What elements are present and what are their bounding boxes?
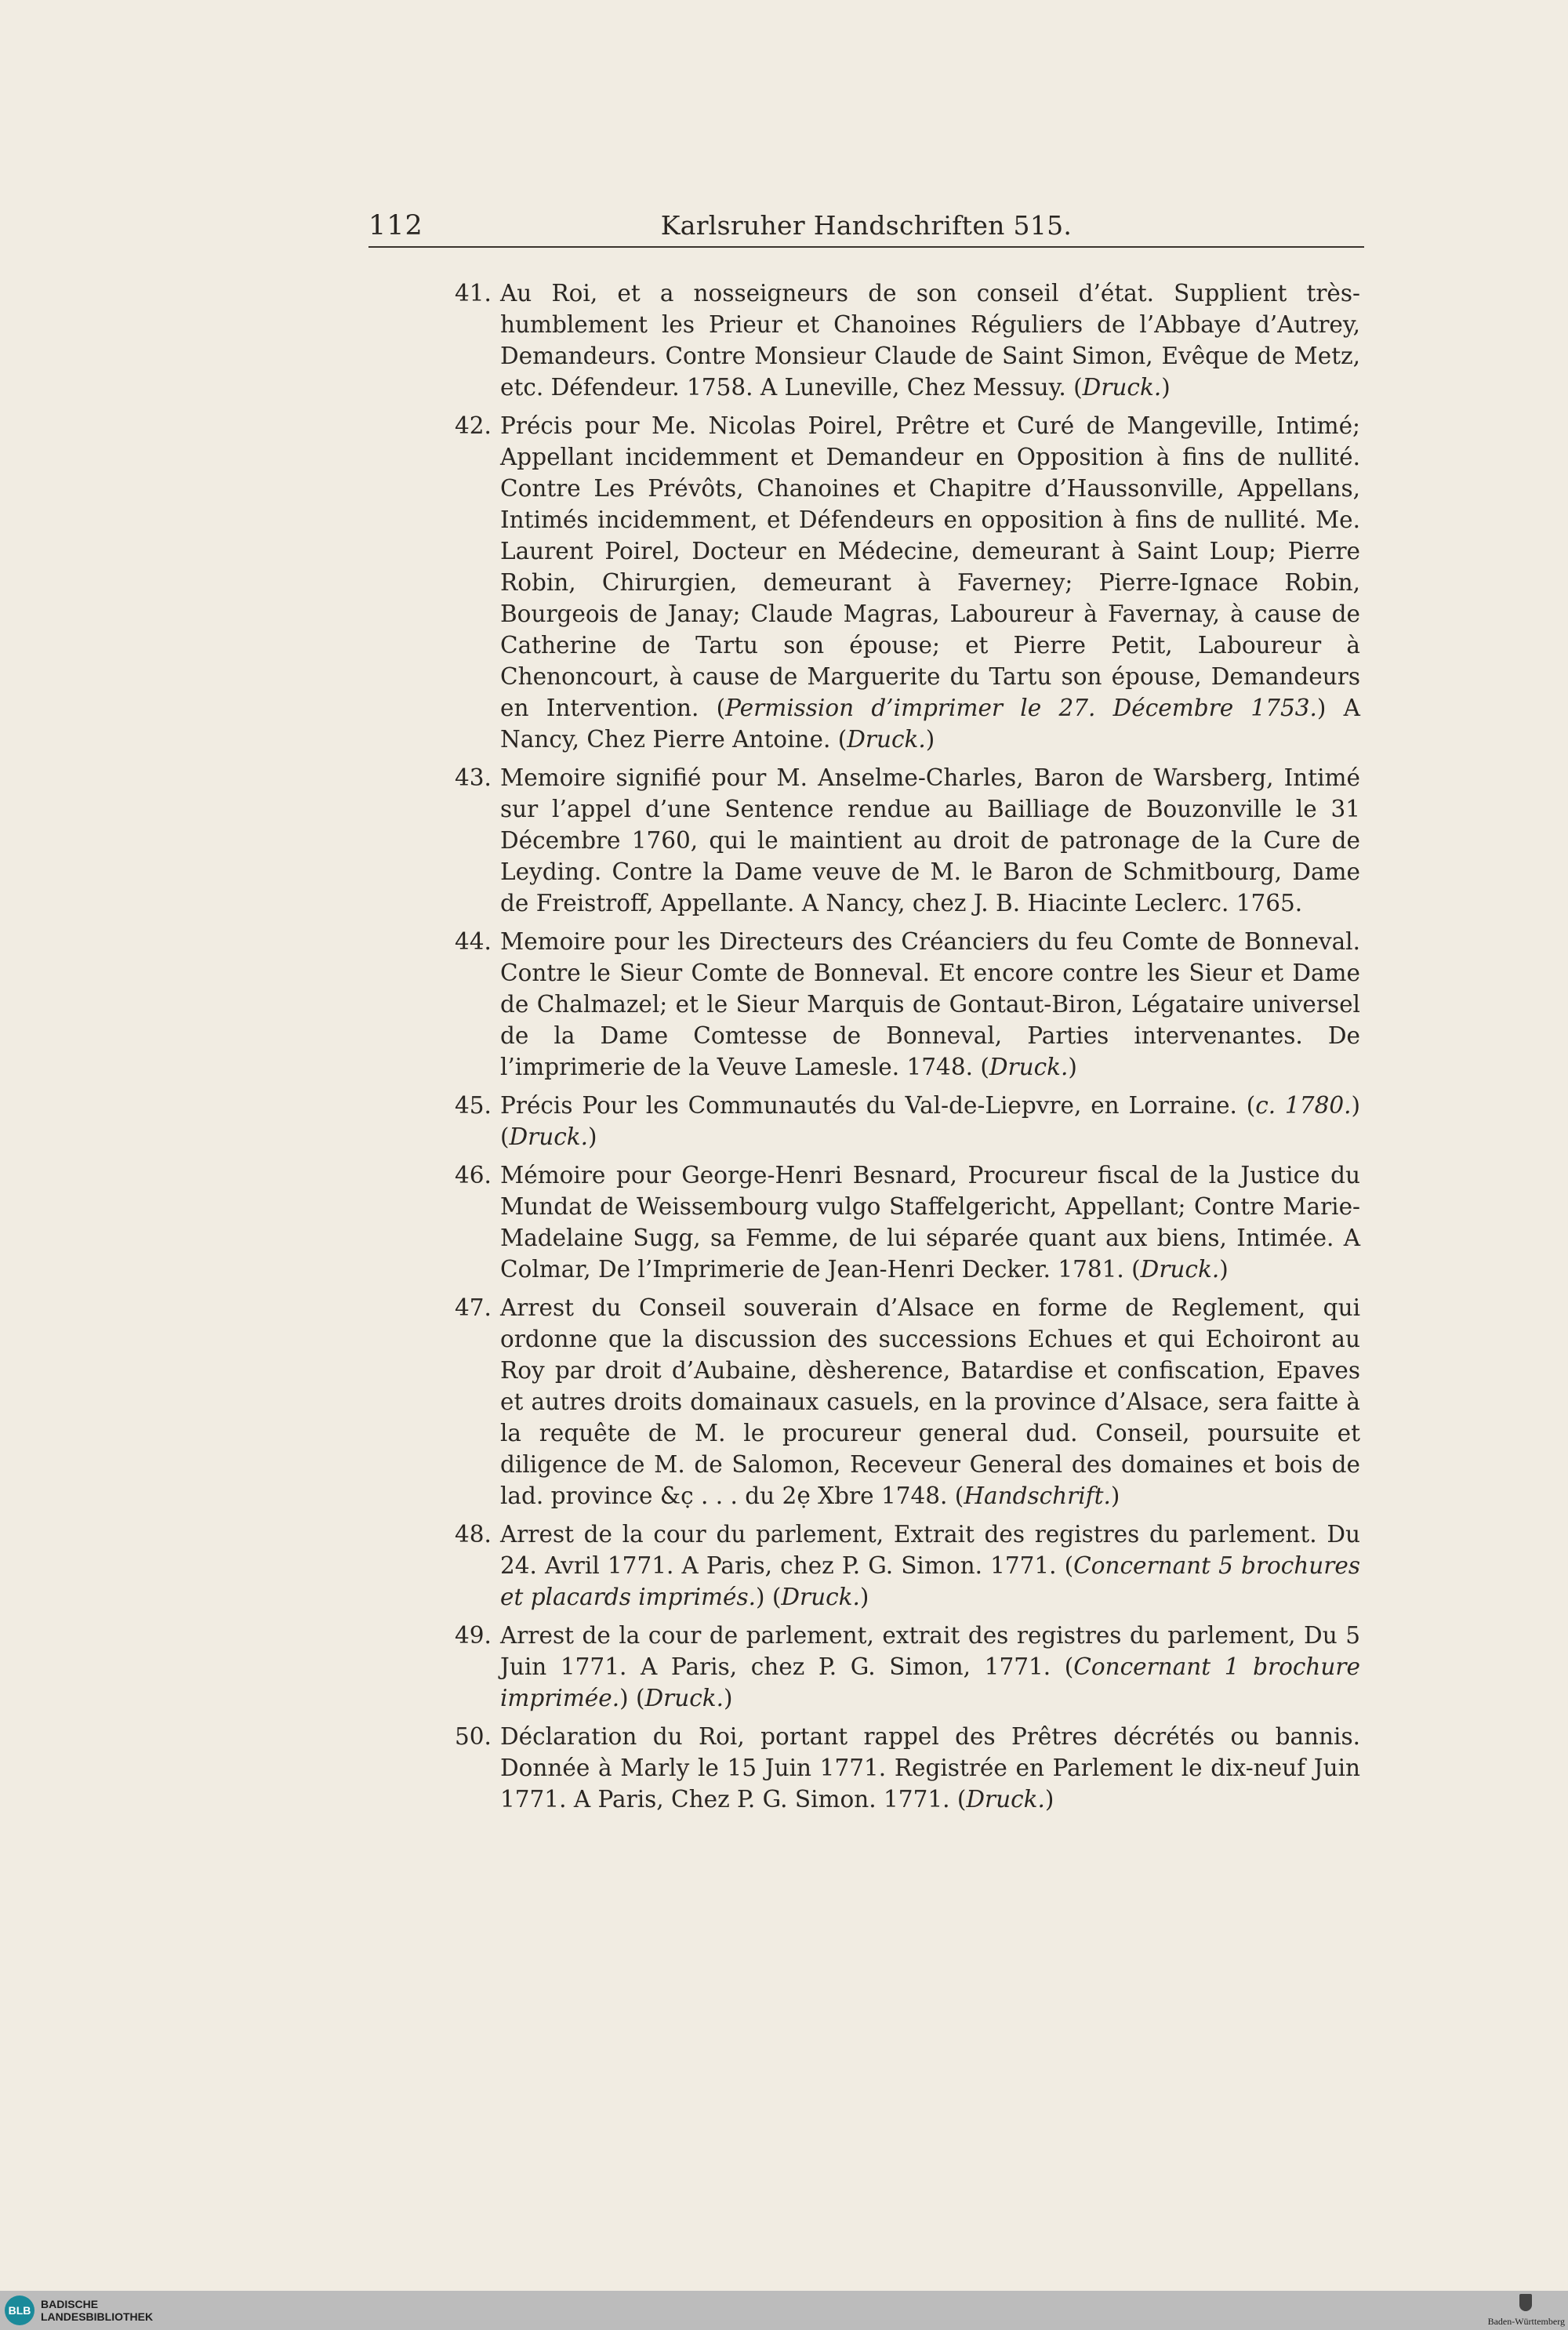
entry-italic-note: Druck. (1082, 374, 1162, 401)
entry-italic-note: Druck. (644, 1685, 724, 1711)
entry-text-segment: ) (1044, 1786, 1054, 1813)
entry-text (500, 928, 1360, 1080)
page-number: 112 (368, 210, 423, 241)
catalog-entry (455, 762, 1360, 919)
running-title: Karlsruher Handschriften 515. (660, 210, 1073, 241)
entry-text-segment: ) (1068, 1054, 1077, 1080)
entry-text-segment: Arrest de la cour de parlement, extrait des registres du parlement, Du 5 Juin 1771. A Paris, chez P. G. Simon, 1771. ( (500, 1622, 1360, 1680)
catalog-entries (455, 278, 1360, 1822)
entry-text (500, 1622, 1360, 1711)
entry-italic-note: Handschrift. (964, 1483, 1111, 1509)
entry-text-segment: Mémoire pour George-Henri Besnard, Procureur fiscal de la Justice du Mundat de Weissembourg vulgo Staffelgericht, Appellant; Contre Marie-Madelaine Sugg, sa Femme, de lui séparée quant aux biens, Intimée. A Colmar, De l’Imprimerie de Jean-Henri Decker. 1781. ( (500, 1162, 1360, 1283)
catalog-entry (455, 1519, 1360, 1613)
entry-italic-note: Concernant 1 brochure imprimée. (500, 1653, 1360, 1711)
entry-number: 49. (455, 1622, 492, 1649)
catalog-entry (455, 410, 1360, 755)
entry-text-segment: ) (1110, 1483, 1120, 1509)
library-name-line1: BADISCHE (41, 2298, 99, 2310)
entry-italic-note: Druck. (509, 1123, 589, 1150)
entry-italic-note: Druck. (1140, 1256, 1220, 1283)
entry-text (500, 280, 1360, 401)
entry-text (500, 1294, 1360, 1509)
entry-text (500, 1092, 1360, 1150)
catalog-entry (455, 1160, 1360, 1285)
page-header (368, 210, 1364, 248)
entry-number: 47. (455, 1294, 492, 1321)
entry-number: 50. (455, 1723, 492, 1750)
entry-text-segment: Arrest de la cour du parlement, Extrait des registres du parlement. Du 24. Avril 1771. A Paris, chez P. G. Simon. 1771. ( (500, 1521, 1360, 1579)
entry-italic-note: Druck. (989, 1054, 1069, 1080)
entry-italic-note: Permission d’imprimer le 27. Décembre 1753. (725, 695, 1317, 721)
catalog-entry (455, 1721, 1360, 1815)
entry-text (500, 1521, 1360, 1610)
entry-text (500, 1723, 1360, 1813)
entry-number: 43. (455, 764, 492, 791)
catalog-entry (455, 1620, 1360, 1714)
entry-text-segment: Au Roi, et a nosseigneurs de son conseil d’état. Supplient très-humblement les Prieur et Chanoines Réguliers de l’Abbaye d’Autrey, Demandeurs. Contre Monsieur Claude de Saint Simon, Evêque de Metz, etc. Défendeur. 1758. A Luneville, Chez Messuy. ( (500, 280, 1360, 401)
catalog-entry (455, 1090, 1360, 1152)
entry-text-segment: Memoire pour les Directeurs des Créanciers du feu Comte de Bonneval. Contre le Sieur Comte de Bonneval. Et encore contre les Sieur et Dame de Chalmazel; et le Sieur Marquis de Gontaut-Biron, Légataire universel de la Dame Comtesse de Bonneval, Parties intervenantes. De l’imprimerie de la Veuve Lamesle. 1748. ( (500, 928, 1360, 1080)
entry-number: 46. (455, 1162, 492, 1189)
state-name: Baden-Württemberg (1487, 2316, 1565, 2327)
entry-text-segment: Déclaration du Roi, portant rappel des Prêtres décrétés ou bannis. Donnée à Marly le 15 Juin 1771. Registrée en Parlement le dix-neuf Juin 1771. A Paris, Chez P. G. Simon. 1771. ( (500, 1723, 1360, 1813)
entry-number: 48. (455, 1521, 492, 1548)
entry-text-segment: ) (588, 1123, 597, 1150)
entry-italic-note: Druck. (781, 1584, 860, 1610)
entry-text-segment: ) ( (755, 1584, 782, 1610)
header-rule (368, 246, 1364, 248)
entry-text (500, 412, 1360, 753)
catalog-entry (455, 1292, 1360, 1512)
catalog-entry (455, 926, 1360, 1083)
entry-text-segment: Précis Pour les Communautés du Val-de-Liepvre, en Lorraine. ( (500, 1092, 1256, 1119)
entry-text-segment: Arrest du Conseil souverain d’Alsace en forme de Reglement, qui ordonne que la discussion des successions Echues et qui Echoiront au Roy par droit d’Aubaine, dèsherence, Batardise et confiscation, Epaves et autres droits domainaux casuels, en la province d’Alsace, sera faitte à la requête de M. le procureur general dud. Conseil, poursuite et diligence de M. de Salomon, Receveur General des domaines et bois de lad. province &c̣ . . . du 2ẹ Xbre 1748. ( (500, 1294, 1360, 1509)
entry-text-segment: ) A Nancy, Chez Pierre Antoine. ( (500, 695, 1360, 753)
entry-text-segment: Précis pour Me. Nicolas Poirel, Prêtre et Curé de Mangeville, Intimé; Appellant incidemment et Demandeur en Opposition à fins de nullité. Contre Les Prévôts, Chanoines et Chapitre d’Haussonville, Appellans, Intimés incidemment, et Défendeurs en opposition à fins de nullité. Me. Laurent Poirel, Docteur en Médecine, demeurant à Saint Loup; Pierre Robin, Chirurgien, demeurant à Faverney; Pierre-Ignace Robin, Bourgeois de Janay; Claude Magras, Laboureur à Favernay, à cause de Catherine de Tartu son épouse; et Pierre Petit, Laboureur à Chenoncourt, à cause de Marguerite du Tartu son épouse, Demandeurs en Intervention. ( (500, 412, 1360, 721)
library-name (41, 2298, 245, 2323)
footer-bar (0, 2291, 1568, 2330)
entry-number: 44. (455, 928, 492, 955)
entry-italic-note: Concernant 5 brochures et placards imprimés. (500, 1552, 1361, 1610)
entry-number: 41. (455, 280, 492, 307)
entry-italic-note: Druck. (966, 1786, 1045, 1813)
entry-text-segment: ) ( (500, 1092, 1360, 1150)
entry-text (500, 764, 1360, 916)
entry-text-segment: ) (1161, 374, 1171, 401)
entry-text-segment: ) ( (619, 1685, 645, 1711)
entry-italic-note: Druck. (847, 726, 926, 753)
entry-text (500, 1162, 1360, 1283)
entry-text-segment: ) (859, 1584, 869, 1610)
blb-logo-icon[interactable]: BLB (5, 2296, 34, 2325)
entry-number: 42. (455, 412, 492, 439)
state-emblem-icon (1519, 2294, 1532, 2311)
entry-text-segment: Memoire signifié pour M. Anselme-Charles, Baron de Warsberg, Intimé sur l’appel d’une Sentence rendue au Bailliage de Bouzonville le 31 Décembre 1760, qui le maintient au droit de patronage de la Cure de Leyding. Contre la Dame veuve de M. le Baron de Schmitbourg, Dame de Freistroff, Appellante. A Nancy, chez J. B. Hiacinte Leclerc. 1765. (500, 764, 1360, 916)
entry-text-segment: ) (1219, 1256, 1229, 1283)
catalog-entry (455, 278, 1360, 403)
entry-italic-note: c. 1780. (1255, 1092, 1352, 1119)
entry-text-segment: ) (724, 1685, 733, 1711)
entry-text-segment: ) (925, 726, 935, 753)
library-name-line2: LANDESBIBLIOTHEK (41, 2310, 154, 2323)
entry-number: 45. (455, 1092, 492, 1119)
